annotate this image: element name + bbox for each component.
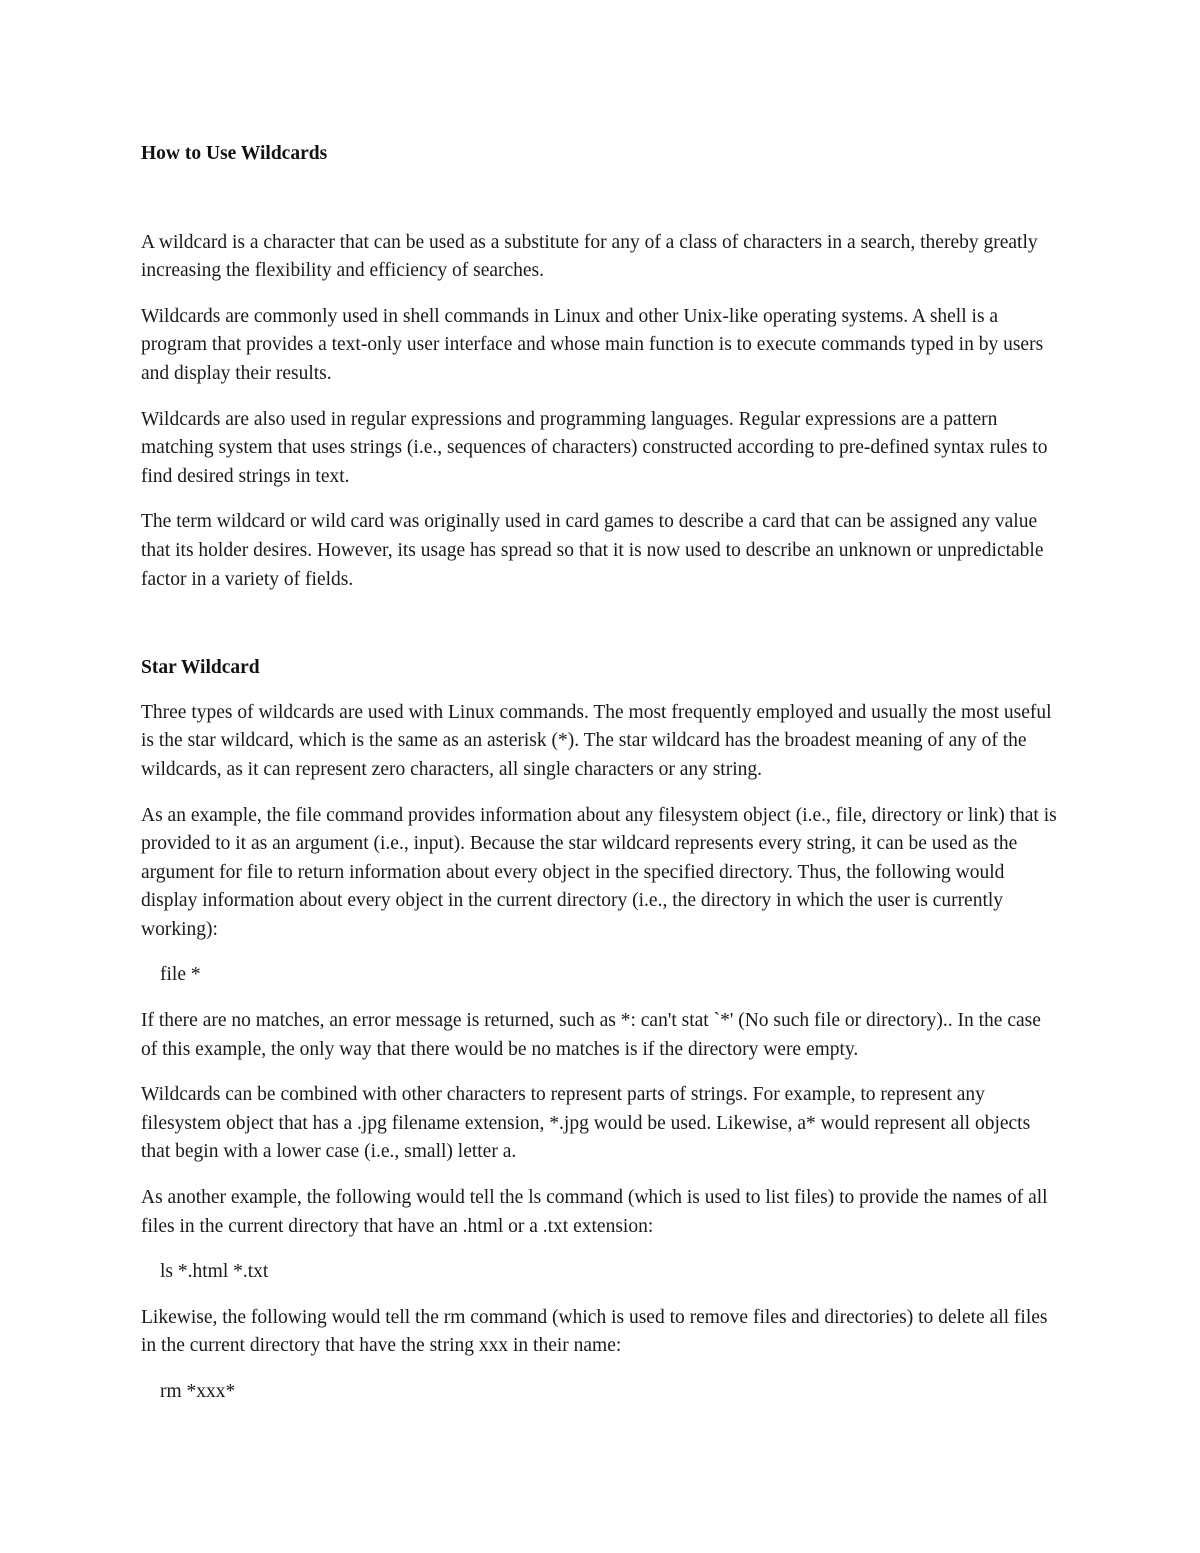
document-title: How to Use Wildcards — [141, 143, 328, 164]
intro-paragraph-4: The term wildcard or wild card was originally used in card games to describe a card that can be assigned any value that its holder desires. However, its usage has spread so that it is now used to describe an unknown or unpredictable factor in a variety of fields. — [141, 511, 1044, 590]
intro-paragraph-2: Wildcards are commonly used in shell commands in Linux and other Unix-like operating systems. A shell is a program that provides a text-only user interface and whose main function is to execute commands typed in by users and display their results. — [141, 305, 1044, 384]
intro-paragraph-3: Wildcards are also used in regular expressions and programming languages. Regular expressions are a pattern matching system that uses strings (i.e., sequences of characters) constructed according to pre-defined syntax rules to find desired strings in text. — [141, 408, 1048, 487]
intro-paragraph-1: A wildcard is a character that can be used as a substitute for any of a class of characters in a search, thereby greatly increasing the flexibility and efficiency of searches. — [141, 231, 1038, 282]
paragraph-no-matches: If there are no matches, an error message is returned, such as *: can't stat `*' (No such file or directory).. In the case of this example, the only way that there would be no matches is if the directory were empty. — [141, 1010, 1041, 1060]
code-example-file: file * — [160, 964, 201, 986]
code-example-rm: rm *xxx* — [160, 1381, 236, 1402]
paragraph-combined-wildcards: Wildcards can be combined with other characters to represent parts of strings. For example, to represent any filesystem object that has a .jpg filename extension, *.jpg would be used. Likewise, a* would represent all objects that begin with a lower case (i.e., small) letter a. — [141, 1084, 1031, 1163]
section-paragraph-2: As an example, the file command provides information about any filesystem object (i.e., file, directory or link) that is provided to it as an argument (i.e., input). Because the star wildcard represents every string, it can be used as the argument for file to return information about every object in the specified directory. Thus, the following would display information about every object in the current directory (i.e., the directory in which the user is currently working): — [141, 804, 1057, 940]
paragraph-ls-example: As another example, the following would tell the ls command (which is used to list files) to provide the names of all files in the current directory that have an .html or a .txt extension: — [141, 1187, 1048, 1237]
section-heading-star-wildcard: Star Wildcard — [141, 657, 260, 679]
document-body — [141, 140, 1059, 1424]
code-example-ls: ls *.html *.txt — [160, 1261, 269, 1283]
section-paragraph-1: Three types of wildcards are used with Linux commands. The most frequently employed and usually the most useful is the star wildcard, which is the same as an asterisk (*). The star wildcard has the broadest meaning of any of the wildcards, as it can represent zero characters, all single characters or any string. — [141, 701, 1052, 780]
paragraph-rm-example: Likewise, the following would tell the rm command (which is used to remove files and directories) to delete all files in the current directory that have the string xxx in their name: — [141, 1306, 1048, 1357]
